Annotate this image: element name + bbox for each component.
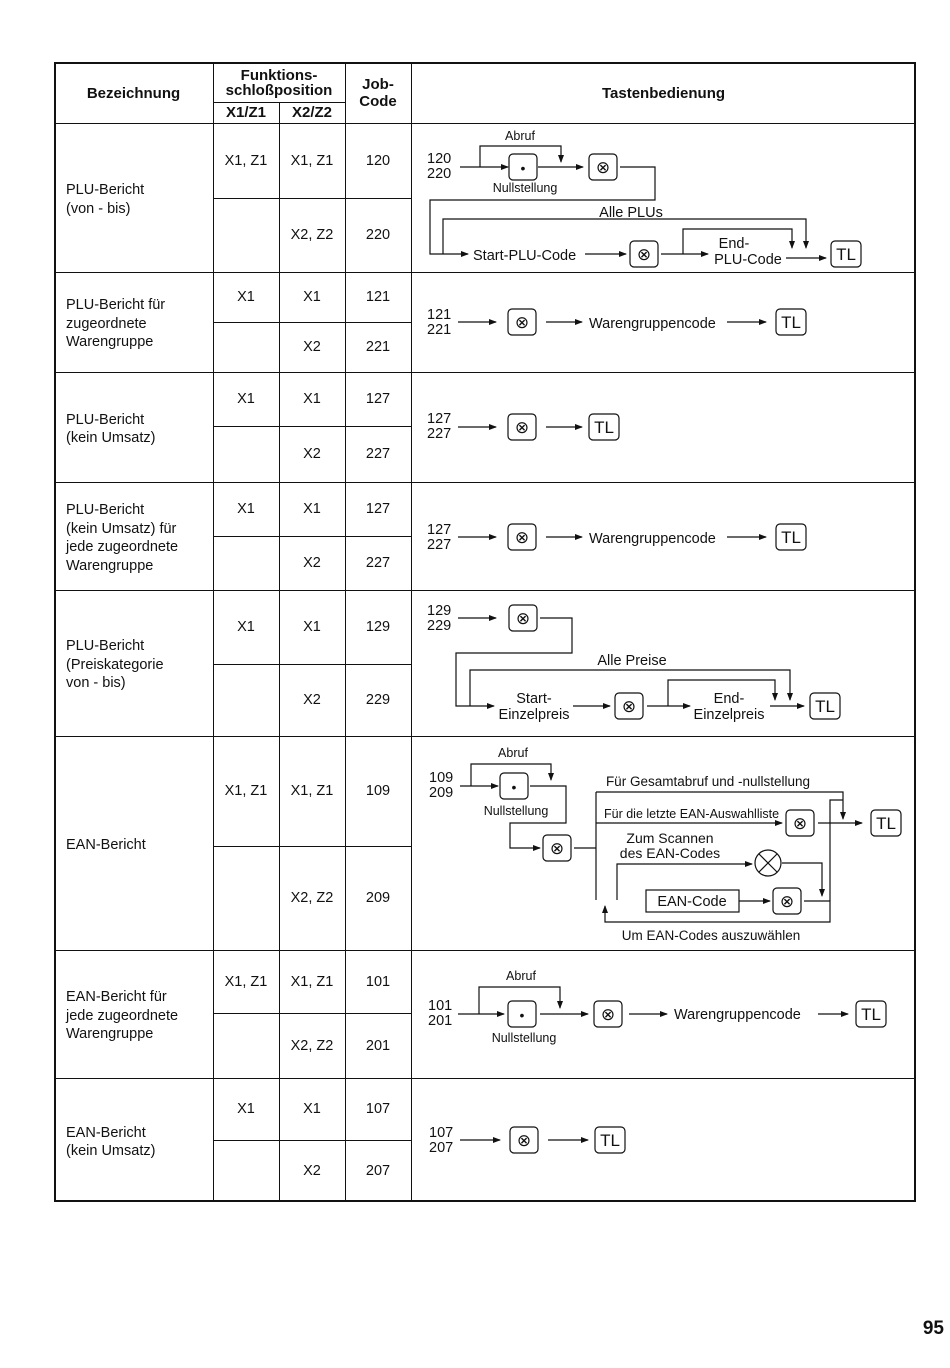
diagram-label: PLU-Code	[714, 252, 782, 268]
mult-key-label: ⊗	[779, 892, 795, 911]
job-code-entry: 101	[428, 998, 453, 1014]
job-code-entry: 129	[427, 603, 452, 619]
job-code-entry: 221	[427, 322, 452, 338]
diagram-label: EAN-Code	[657, 894, 727, 910]
diagram-line	[830, 800, 843, 901]
diagram-label: End-	[718, 236, 750, 252]
row-name: (kein Umsatz)	[66, 1143, 156, 1159]
keylock-x2z2: X1, Z1	[290, 783, 334, 799]
tl-key-label: TL	[861, 1005, 881, 1024]
header-funktions-line1: Funktions-	[240, 67, 318, 84]
diagram-label: Warengruppencode	[589, 531, 716, 547]
diagram-label: Warengruppencode	[589, 316, 716, 332]
keylock-x2z2: X1	[303, 391, 321, 407]
job-code-entry: 107	[429, 1125, 454, 1141]
row-name: EAN-Bericht	[66, 1124, 146, 1141]
keylock-x1z1: X1	[237, 619, 255, 635]
job-code-entry: 127	[427, 411, 452, 427]
job-code: 107	[365, 1101, 391, 1117]
job-code-entry: 201	[428, 1013, 453, 1029]
header-tasten: Tastenbedienung	[601, 85, 726, 102]
job-code: 229	[365, 692, 391, 708]
keylock-x1z1: X1	[237, 1101, 255, 1117]
mult-key-label: ⊗	[514, 528, 530, 547]
keylock-x2z2: X1, Z1	[290, 152, 334, 169]
mult-key-label: ⊗	[595, 158, 611, 177]
diagram-label: Start-PLU-Code	[473, 248, 577, 264]
keylock-x2z2: X2, Z2	[290, 227, 334, 243]
diagram-label: Nullstellung	[492, 181, 558, 195]
row-name: EAN-Bericht für	[66, 989, 167, 1006]
diagram-label: Abruf	[506, 969, 536, 983]
job-code-entry: 120	[427, 151, 452, 167]
keylock-x1z1: X1, Z1	[224, 783, 268, 799]
job-code: 201	[365, 1037, 391, 1054]
diagram-label: Abruf	[498, 746, 528, 760]
keylock-x2z2: X2, Z2	[290, 1037, 334, 1054]
tl-key-label: TL	[600, 1131, 620, 1150]
row-name: von - bis)	[66, 675, 126, 692]
diagram-label: Abruf	[505, 129, 535, 143]
keylock-x2z2: X1	[303, 501, 321, 517]
diagram-label: Alle Preise	[597, 653, 667, 669]
job-code-entry: 227	[427, 426, 452, 442]
diagram-label: Um EAN-Codes auszuwählen	[621, 928, 801, 943]
row-name: (kein Umsatz) für	[66, 520, 177, 537]
mult-key-label: ⊗	[515, 609, 531, 628]
tl-key-label: TL	[594, 418, 614, 437]
dot-key-label: •	[511, 779, 517, 795]
dot-key-label: •	[520, 160, 526, 176]
row-name: Warengruppe	[66, 557, 154, 574]
job-code: 209	[365, 890, 391, 906]
row-name: PLU-Bericht	[66, 182, 145, 198]
job-code-entry: 127	[427, 522, 452, 538]
header-job-line2: Code	[359, 93, 397, 110]
diagram-label: Für Gesamtabruf und -nullstellung	[605, 774, 811, 789]
dot-key-label: •	[519, 1007, 525, 1023]
row-name: PLU-Bericht	[66, 638, 145, 655]
diagram-label: End-	[713, 691, 745, 707]
row-name: jede zugeordnete	[66, 539, 179, 555]
mult-key-label: ⊗	[516, 1131, 532, 1150]
diagram-label: Start-	[516, 691, 552, 707]
diagram-label: des EAN-Codes	[619, 845, 721, 861]
keylock-x1z1: X1, Z1	[224, 973, 268, 990]
job-code: 109	[365, 783, 391, 799]
row-name: PLU-Bericht	[66, 502, 145, 518]
job-code: 221	[365, 339, 391, 355]
tl-key-label: TL	[781, 313, 801, 332]
job-code: 220	[365, 227, 391, 243]
row-name: jede zugeordnete	[66, 1007, 179, 1024]
row-name: zugeordnete	[66, 315, 147, 332]
job-code-entry: 109	[429, 770, 454, 786]
row-name: Warengruppe	[66, 334, 154, 351]
row-name: (kein Umsatz)	[66, 430, 156, 446]
mult-key-label: ⊗	[636, 245, 652, 264]
keylock-x2z2: X1	[303, 1101, 321, 1117]
keylock-x2z2: X2	[303, 555, 321, 571]
diagram-label: Zum Scannen	[626, 830, 714, 846]
row-name: EAN-Bericht	[66, 836, 146, 853]
mult-key-label: ⊗	[514, 418, 530, 437]
job-code: 207	[365, 1163, 391, 1179]
job-code: 227	[365, 555, 391, 571]
keylock-x2z2: X2	[303, 339, 321, 355]
header-x1z1: X1/Z1	[225, 104, 267, 121]
keylock-x2z2: X2	[303, 446, 321, 462]
diagram-label: Einzelpreis	[498, 707, 570, 723]
row-name: (Preiskategorie	[66, 656, 164, 673]
header-x2z2: X2/Z2	[291, 104, 333, 121]
job-code-entry: 220	[427, 166, 452, 182]
keylock-x2z2: X1	[303, 289, 321, 305]
tl-key-label: TL	[815, 697, 835, 716]
header-job-line1: Job-	[362, 76, 394, 93]
job-code: 129	[365, 619, 391, 635]
header-bezeichnung: Bezeichnung	[86, 85, 181, 102]
mult-key-label: ⊗	[549, 839, 565, 858]
diagram-label: Einzelpreis	[693, 707, 765, 723]
keylock-x2z2: X2	[303, 692, 321, 708]
job-code: 120	[365, 152, 391, 169]
keylock-x1z1: X1	[237, 391, 255, 407]
job-code: 101	[365, 973, 391, 990]
mult-key-label: ⊗	[600, 1005, 616, 1024]
tl-key-label: TL	[781, 528, 801, 547]
keylock-x1z1: X1	[237, 501, 255, 517]
mult-key-label: ⊗	[792, 814, 808, 833]
mult-key-label: ⊗	[514, 313, 530, 332]
keylock-x1z1: X1	[237, 289, 255, 305]
job-code-entry: 207	[429, 1140, 454, 1156]
job-code-entry: 227	[427, 537, 452, 553]
keylock-x2z2: X2, Z2	[290, 890, 334, 906]
job-code-entry: 209	[429, 785, 454, 801]
row-name: PLU-Bericht für	[66, 297, 166, 314]
row-name: (von - bis)	[66, 200, 131, 217]
job-code: 127	[365, 391, 391, 407]
mult-key-label: ⊗	[621, 697, 637, 716]
keylock-x2z2: X1, Z1	[290, 973, 334, 990]
diagram-label: Nullstellung	[491, 1031, 557, 1045]
tl-key-label: TL	[836, 245, 856, 264]
job-code-entry: 121	[427, 307, 452, 323]
row-name: PLU-Bericht	[66, 411, 145, 428]
row-name: Warengruppe	[66, 1026, 154, 1043]
page-number: 95	[922, 1318, 944, 1339]
job-code: 227	[365, 446, 391, 462]
diagram-label: Für die letzte EAN-Auswahlliste	[604, 807, 780, 821]
diagram-label: Nullstellung	[483, 804, 549, 818]
tl-key-label: TL	[876, 814, 896, 833]
diagram-label: Warengruppencode	[674, 1007, 801, 1023]
job-code: 127	[365, 501, 391, 517]
header-funktions-line2: schloßposition	[225, 82, 333, 99]
keylock-x2z2: X2	[303, 1163, 321, 1179]
keylock-x1z1: X1, Z1	[224, 152, 268, 169]
job-code-entry: 229	[427, 618, 452, 634]
job-code: 121	[365, 289, 391, 305]
diagram-label: Alle PLUs	[599, 205, 663, 221]
keylock-x2z2: X1	[303, 619, 321, 635]
